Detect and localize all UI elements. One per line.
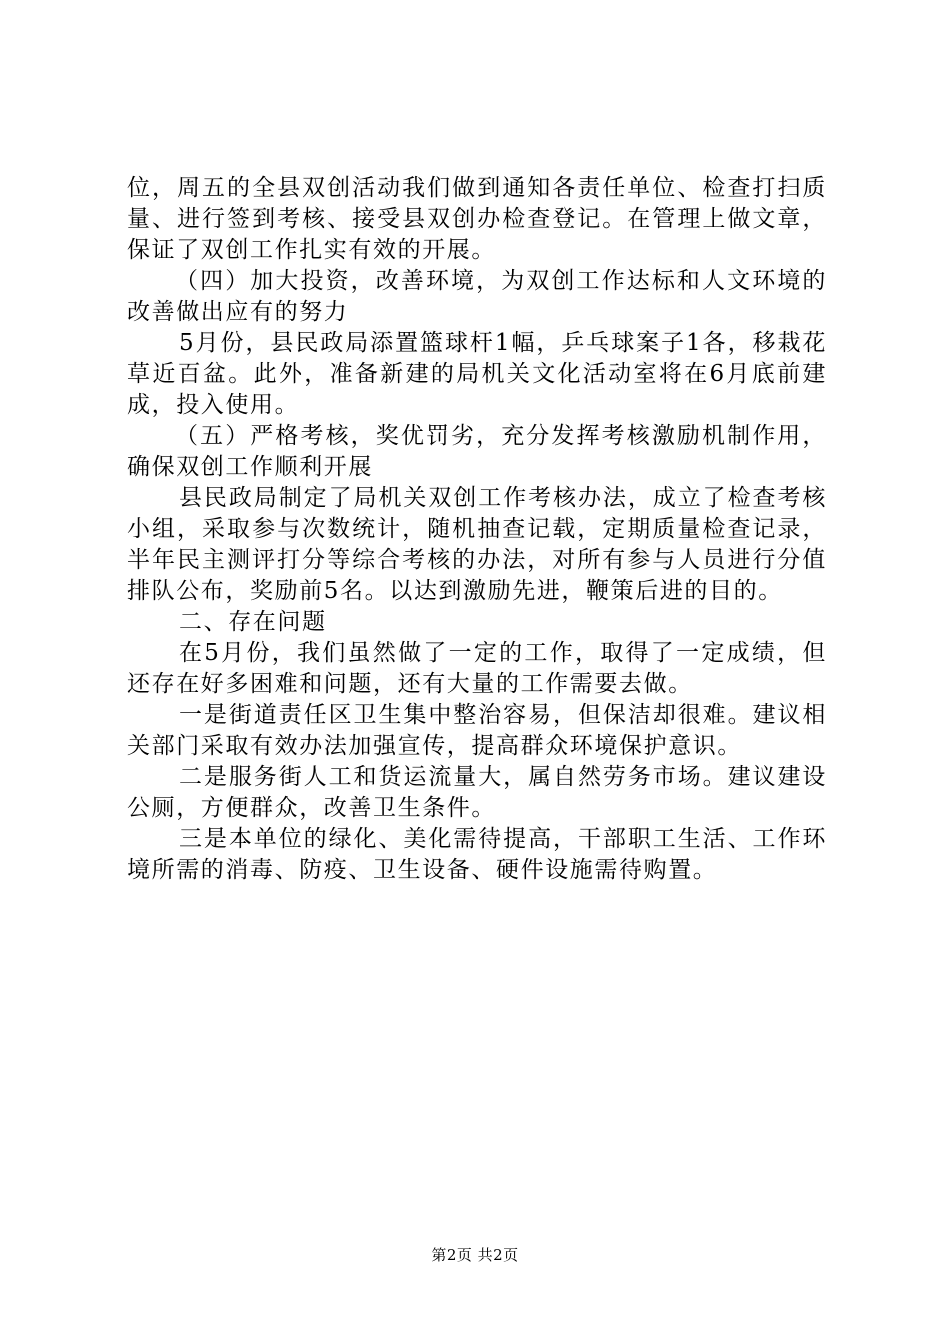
paragraph-problem-one: 一是街道责任区卫生集中整治容易，但保洁却很难。建议相关部门采取有效办法加强宣传，提高群众环境保护意识。 [127, 702, 827, 759]
paragraph-investment: 5月份，县民政局添置篮球杆1幅，乒乓球案子1各，移栽花草近百盆。此外，准备新建的局机关文化活动室将在6月底前建成，投入使用。 [127, 330, 827, 418]
document-body [127, 173, 827, 886]
paragraph-assessment: 县民政局制定了局机关双创工作考核办法，成立了检查考核小组，采取参与次数统计，随机抽查记载，定期质量检查记录，半年民主测评打分等综合考核的办法，对所有参与人员进行分值排队公布，奖励前5名。以达到激励先进，鞭策后进的目的。 [127, 485, 827, 604]
section-heading-four: （四）加大投资，改善环境，为双创工作达标和人文环境的改善做出应有的努力 [127, 268, 827, 325]
page-number-footer: 第2页 共2页 [431, 1246, 519, 1264]
paragraph-continuation: 位，周五的全县双创活动我们做到通知各责任单位、检查打扫质量、进行签到考核、接受县双创办检查登记。在管理上做文章，保证了双创工作扎实有效的开展。 [127, 175, 827, 263]
section-heading-five: （五）严格考核，奖优罚劣，充分发挥考核激励机制作用，确保双创工作顺利开展 [127, 423, 827, 480]
paragraph-problem-two: 二是服务街人工和货运流量大，属自然劳务市场。建议建设公厕，方便群众，改善卫生条件。 [127, 764, 827, 821]
paragraph-problem-three: 三是本单位的绿化、美化需待提高，干部职工生活、工作环境所需的消毒、防疫、卫生设备、硬件设施需待购置。 [127, 826, 827, 883]
paragraph-problems-intro: 在5月份，我们虽然做了一定的工作，取得了一定成绩，但还存在好多困难和问题，还有大量的工作需要去做。 [127, 640, 827, 697]
section-heading-problems: 二、存在问题 [179, 609, 327, 635]
